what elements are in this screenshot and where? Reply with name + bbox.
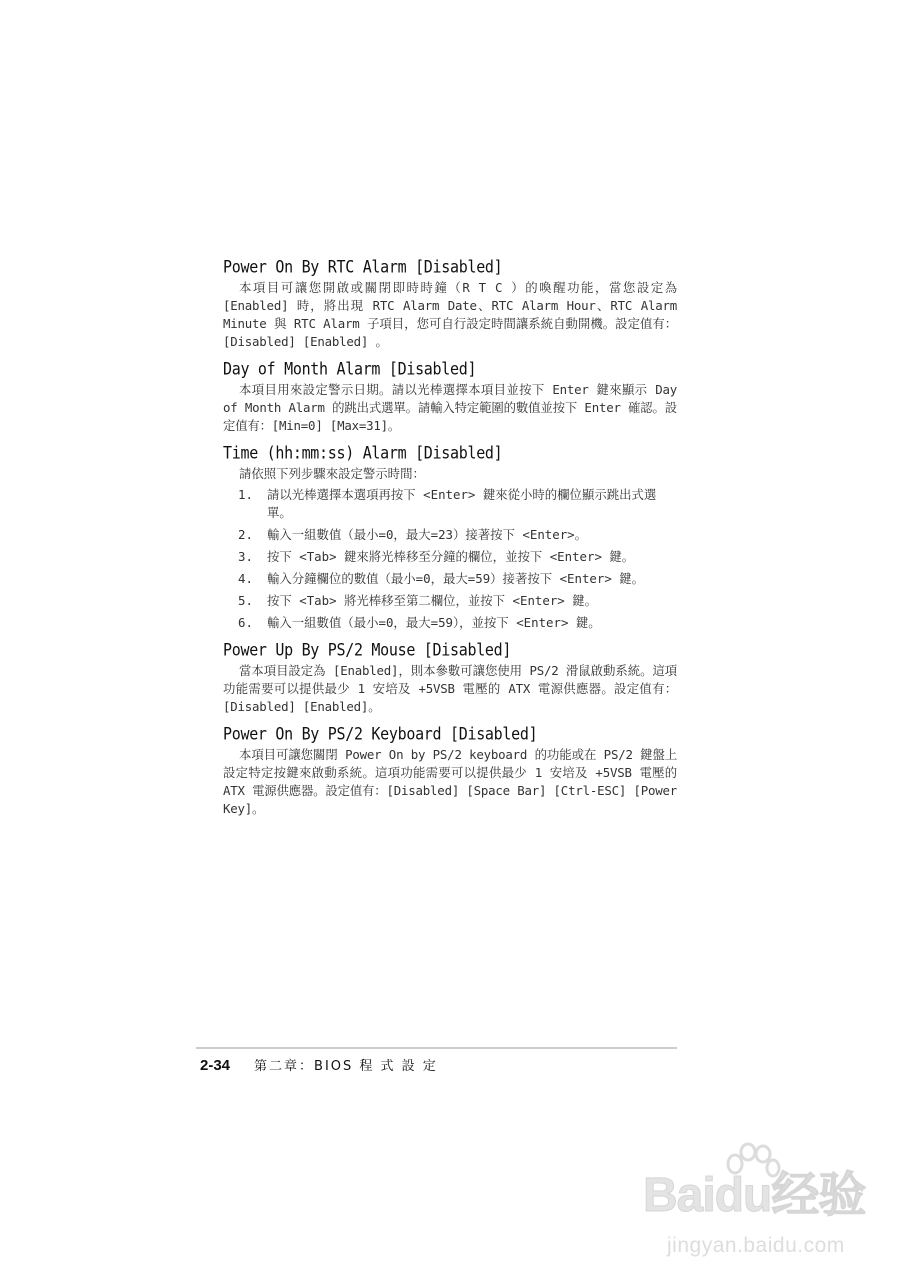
- section-paragraph: 本項目可讓您關閉 Power On by PS/2 keyboard 的功能或在 PS/2 鍵盤上設定特定按鍵來啟動系統。這項功能需要可以提供最少 1 安培及 +5VSB 電壓的 ATX 電源供應器。設定值有：[Disabled] [Space Bar] [Ctrl-ESC] [Power Key]。: [223, 747, 677, 816]
- list-item: [223, 592, 677, 610]
- step-text: 按下 <Tab> 將光棒移至第二欄位，並按下 <Enter> 鍵。: [267, 593, 597, 608]
- section-heading: Power On By RTC Alarm [Disabled]: [223, 257, 503, 277]
- section-heading: Power Up By PS/2 Mouse [Disabled]: [223, 640, 512, 660]
- section-paragraph: 本項目用來設定警示日期。請以光棒選擇本項目並按下 Enter 鍵來顯示 Day of Month Alarm 的跳出式選單。請輸入特定範圍的數值並按下 Enter 確認。設定值有：[Min=0] [Max=31]。: [223, 382, 677, 433]
- section-heading: Time (hh:mm:ss) Alarm [Disabled]: [223, 443, 503, 463]
- section-paragraph: 當本項目設定為 [Enabled]，則本參數可讓您使用 PS/2 滑鼠啟動系統。這項功能需要可以提供最少 1 安培及 +5VSB 電壓的 ATX 電源供應器。設定值有：[Disabled] [Enabled]。: [223, 663, 677, 714]
- list-item: [223, 486, 677, 522]
- section-heading: Day of Month Alarm [Disabled]: [223, 359, 477, 379]
- page-footer: [200, 1055, 438, 1074]
- section-power-on-rtc-alarm: [223, 257, 677, 351]
- list-item: [223, 614, 677, 632]
- step-text: 輸入分鐘欄位的數值（最小=0，最大=59）接著按下 <Enter> 鍵。: [267, 571, 645, 586]
- steps-list: [223, 486, 677, 632]
- step-text: 輸入一組數值（最小=0，最大=59），並按下 <Enter> 鍵。: [267, 615, 601, 630]
- section-time-alarm: [223, 443, 677, 632]
- section-power-on-ps2-keyboard: [223, 724, 677, 818]
- list-item: [223, 570, 677, 588]
- step-number: 1.: [238, 487, 253, 502]
- document-body: [223, 257, 677, 826]
- watermark-url: jingyan.baidu.com: [667, 1234, 845, 1257]
- list-item: [223, 548, 677, 566]
- watermark-brand: Baidu经验: [643, 1169, 866, 1222]
- section-paragraph: 本項目可讓您開啟或關閉即時時鐘（R T C ）的喚醒功能，當您設定為 [Enabled] 時，將出現 RTC Alarm Date、RTC Alarm Hour、RTC Alarm Minute 與 RTC Alarm 子項目，您可自行設定時間讓系統自動開機。設定值有：[Disabled] [Enabled] 。: [223, 280, 677, 349]
- step-text: 按下 <Tab> 鍵來將光棒移至分鐘的欄位，並按下 <Enter> 鍵。: [267, 549, 635, 564]
- baidu-watermark: [637, 1142, 867, 1262]
- step-text: 輸入一組數值（最小=0，最大=23）接著按下 <Enter>。: [267, 527, 588, 542]
- page-number: 2-34: [200, 1057, 231, 1074]
- steps-intro: 請依照下列步驟來設定警示時間：: [239, 466, 425, 481]
- section-heading: Power On By PS/2 Keyboard [Disabled]: [223, 724, 538, 744]
- section-power-up-ps2-mouse: [223, 640, 677, 716]
- step-number: 6.: [238, 615, 253, 630]
- list-item: [223, 526, 677, 544]
- section-day-of-month-alarm: [223, 359, 677, 435]
- step-number: 3.: [238, 549, 253, 564]
- step-number: 5.: [238, 593, 253, 608]
- step-text: 請以光棒選擇本選項再按下 <Enter> 鍵來從小時的欄位顯示跳出式選單。: [267, 487, 657, 520]
- step-number: 2.: [238, 527, 253, 542]
- chapter-title: 第二章：BIOS 程 式 設 定: [254, 1059, 438, 1074]
- footer-divider: [196, 1047, 677, 1049]
- step-number: 4.: [238, 571, 253, 586]
